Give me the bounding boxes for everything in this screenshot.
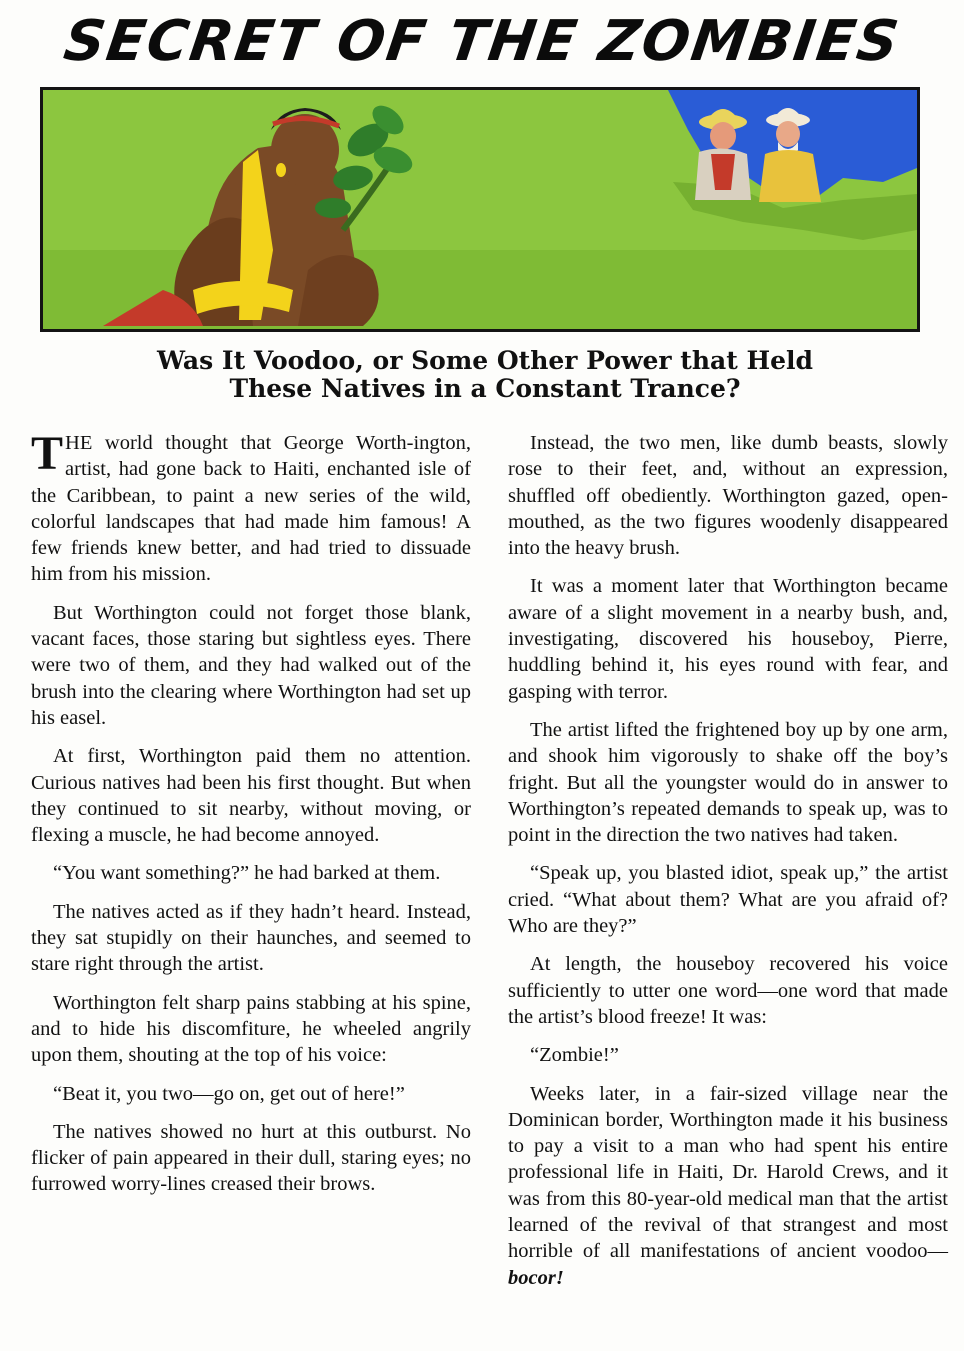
left-text-column [31,427,471,1210]
paragraph: It was a moment later that Worthington became aware of a slight movement in a nearby bush, and, investigating, discovered his houseboy, Pierre, huddling behind it, his eyes round with fear, and gasping with terror. [508,575,948,703]
paragraph: At first, Worthington paid them no attention. Curious natives had been his first thought. But when they continued to sit nearby, without moving, or flexing a muscle, he had become annoyed. [31,745,471,847]
paragraph: At length, the houseboy recovered his voice sufficiently to utter one word—one word that made the artist’s blood freeze! It was: [508,953,948,1028]
paragraph: “Speak up, you blasted idiot, speak up,” the artist cried. “What about them? What are you afraid of? Who are they?” [508,862,948,938]
paragraph: “Zombie!” [530,1044,619,1067]
paragraph [508,1081,948,1291]
drop-cap: T [31,427,64,480]
emphasis-word: bocor! [508,1266,564,1289]
paragraph [31,427,471,588]
paragraph: Worthington felt sharp pains stabbing at his spine, and to hide his discomfiture, he wheeled angrily upon them, shouting at the top of his voice: [31,991,471,1067]
subtitle-line-1: Was It Voodoo, or Some Other Power that Held [157,346,813,375]
paragraph: The natives acted as if they hadn’t heard. Instead, they sat stupidly on their haunches, and seemed to stare right through the artist. [31,900,471,976]
paragraph: The natives showed no hurt at this outburst. No flicker of pain appeared in their dull, staring eyes; no furrowed worry-lines creased their brows. [31,1120,471,1196]
right-text-column [508,430,948,1303]
story-subtitle [60,347,910,403]
story-title: SECRET OF THE ZOMBIES [60,9,905,74]
paragraph: Instead, the two men, like dumb beasts, slowly rose to their feet, and, without an expression, shuffled off obediently. Worthington gazed, open-mouthed, as the two figures woodenly disappeared into the heavy brush. [508,432,948,560]
paragraph: But Worthington could not forget those blank, vacant faces, those staring but sightless eyes. There were two of them, and they had walked out of the brush into the clearing where Worthington had set up his easel. [31,601,471,729]
paragraph: “Beat it, you two—go on, get out of here!” [53,1082,405,1105]
paragraph-text: Weeks later, in a fair-sized village near the Dominican border, Worthington made it his business to pay a visit to a man who had spent his entire professional life in Haiti, Dr. Harold Crews, and it was from this 80-year-old medical man that the artist learned of the revival of that strangest and most horrible of all manifestations of ancient voodoo— [508,1082,948,1263]
explorer-left [695,109,751,200]
subtitle-line-2: These Natives in a Constant Trance? [229,374,741,403]
paragraph: “You want something?” he had barked at them. [53,862,441,885]
paragraph: The artist lifted the frightened boy up by one arm, and shook him vigorously to shake off the boy’s fright. But all the youngster would do in answer to Worthington’s repeated demands to speak up, was to point in the direction the two natives had taken. [508,718,948,847]
illustration-svg [43,90,917,329]
paragraph-text: HE world thought that George Worth-ington, artist, had gone back to Haiti, enchanted isle of the Caribbean, to paint a new series of the wild, colorful landscapes that had made him famous! A few friends knew better, and had tried to dissuade him from his mission. [31,432,471,586]
story-illustration [40,87,920,332]
